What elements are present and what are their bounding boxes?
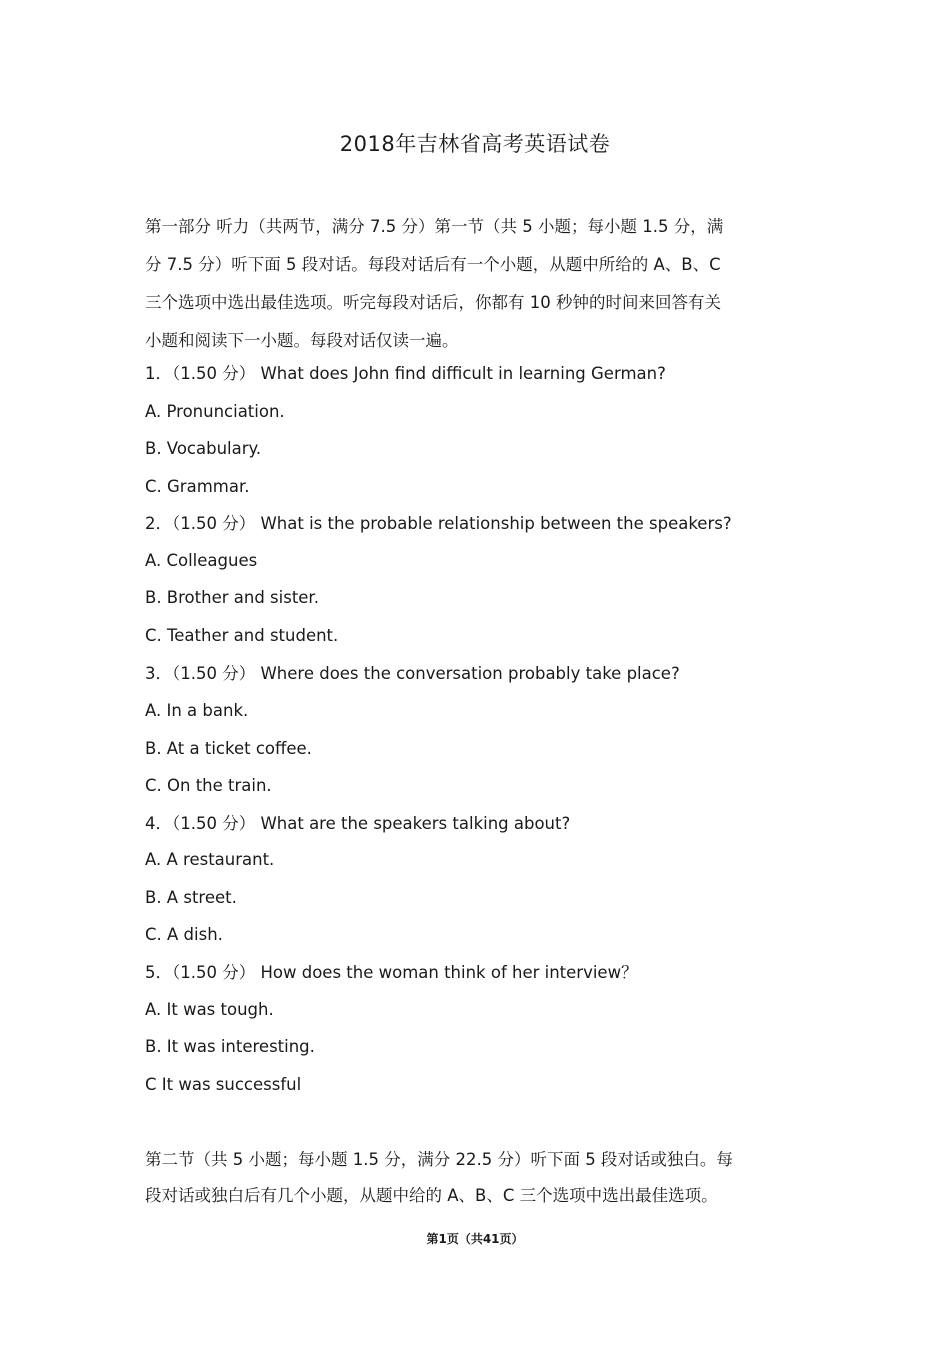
intro-line: 分 7.5 分）听下面 5 段对话。每段对话后有一个小题，从题中所给的 A、B、C [145,255,721,274]
intro-line: 小题和阅读下一小题。每段对话仅读一遍。 [145,331,459,350]
question-2-option-a: A. Colleagues [145,551,258,570]
question-5-option-a: A. It was tough. [145,1000,274,1019]
document-title: 2018年吉林省高考英语试卷 [339,132,611,156]
intro-line: 三个选项中选出最佳选项。听完每段对话后，你都有 10 秒钟的时间来回答有关 [145,293,721,312]
section-2-instructions [145,1142,815,1214]
page-footer: 第1页（共41页） [426,1232,524,1246]
section-1-instructions [145,208,815,360]
intro-line: 第一部分 听力（共两节，满分 7.5 分）第一节（共 5 小题；每小题 1.5 分，满 [145,217,724,236]
question-2-option-b: B. Brother and sister. [145,588,319,607]
question-3-option-b: B. At a ticket coffee. [145,739,312,758]
question-5-option-c: C It was successful [145,1075,302,1094]
question-4-option-a: A. A restaurant. [145,850,275,869]
question-1-option-c: C. Grammar. [145,477,250,496]
section2-line: 段对话或独白后有几个小题，从题中给的 A、B、C 三个选项中选出最佳选项。 [145,1186,718,1205]
question-2-option-c: C. Teather and student. [145,626,339,645]
question-3-option-c: C. On the train. [145,776,272,795]
question-5: 5．（1.50 分） How does the woman think of her interview？ [145,963,638,982]
question-4-option-b: B. A street. [145,888,237,907]
question-4: 4．（1.50 分） What are the speakers talking about? [145,814,571,833]
section2-line: 第二节（共 5 小题；每小题 1.5 分，满分 22.5 分）听下面 5 段对话或独白。每 [145,1150,733,1169]
question-1: 1．（1.50 分） What does John find difficult in learning German? [145,364,666,383]
question-1-option-b: B. Vocabulary. [145,439,262,458]
question-3: 3．（1.50 分） Where does the conversation probably take place? [145,664,680,683]
question-1-option-a: A. Pronunciation. [145,402,285,421]
question-2: 2．（1.50 分） What is the probable relationship between the speakers? [145,514,732,533]
question-5-option-b: B. It was interesting. [145,1037,315,1056]
question-3-option-a: A. In a bank. [145,701,249,720]
question-4-option-c: C. A dish. [145,925,223,944]
